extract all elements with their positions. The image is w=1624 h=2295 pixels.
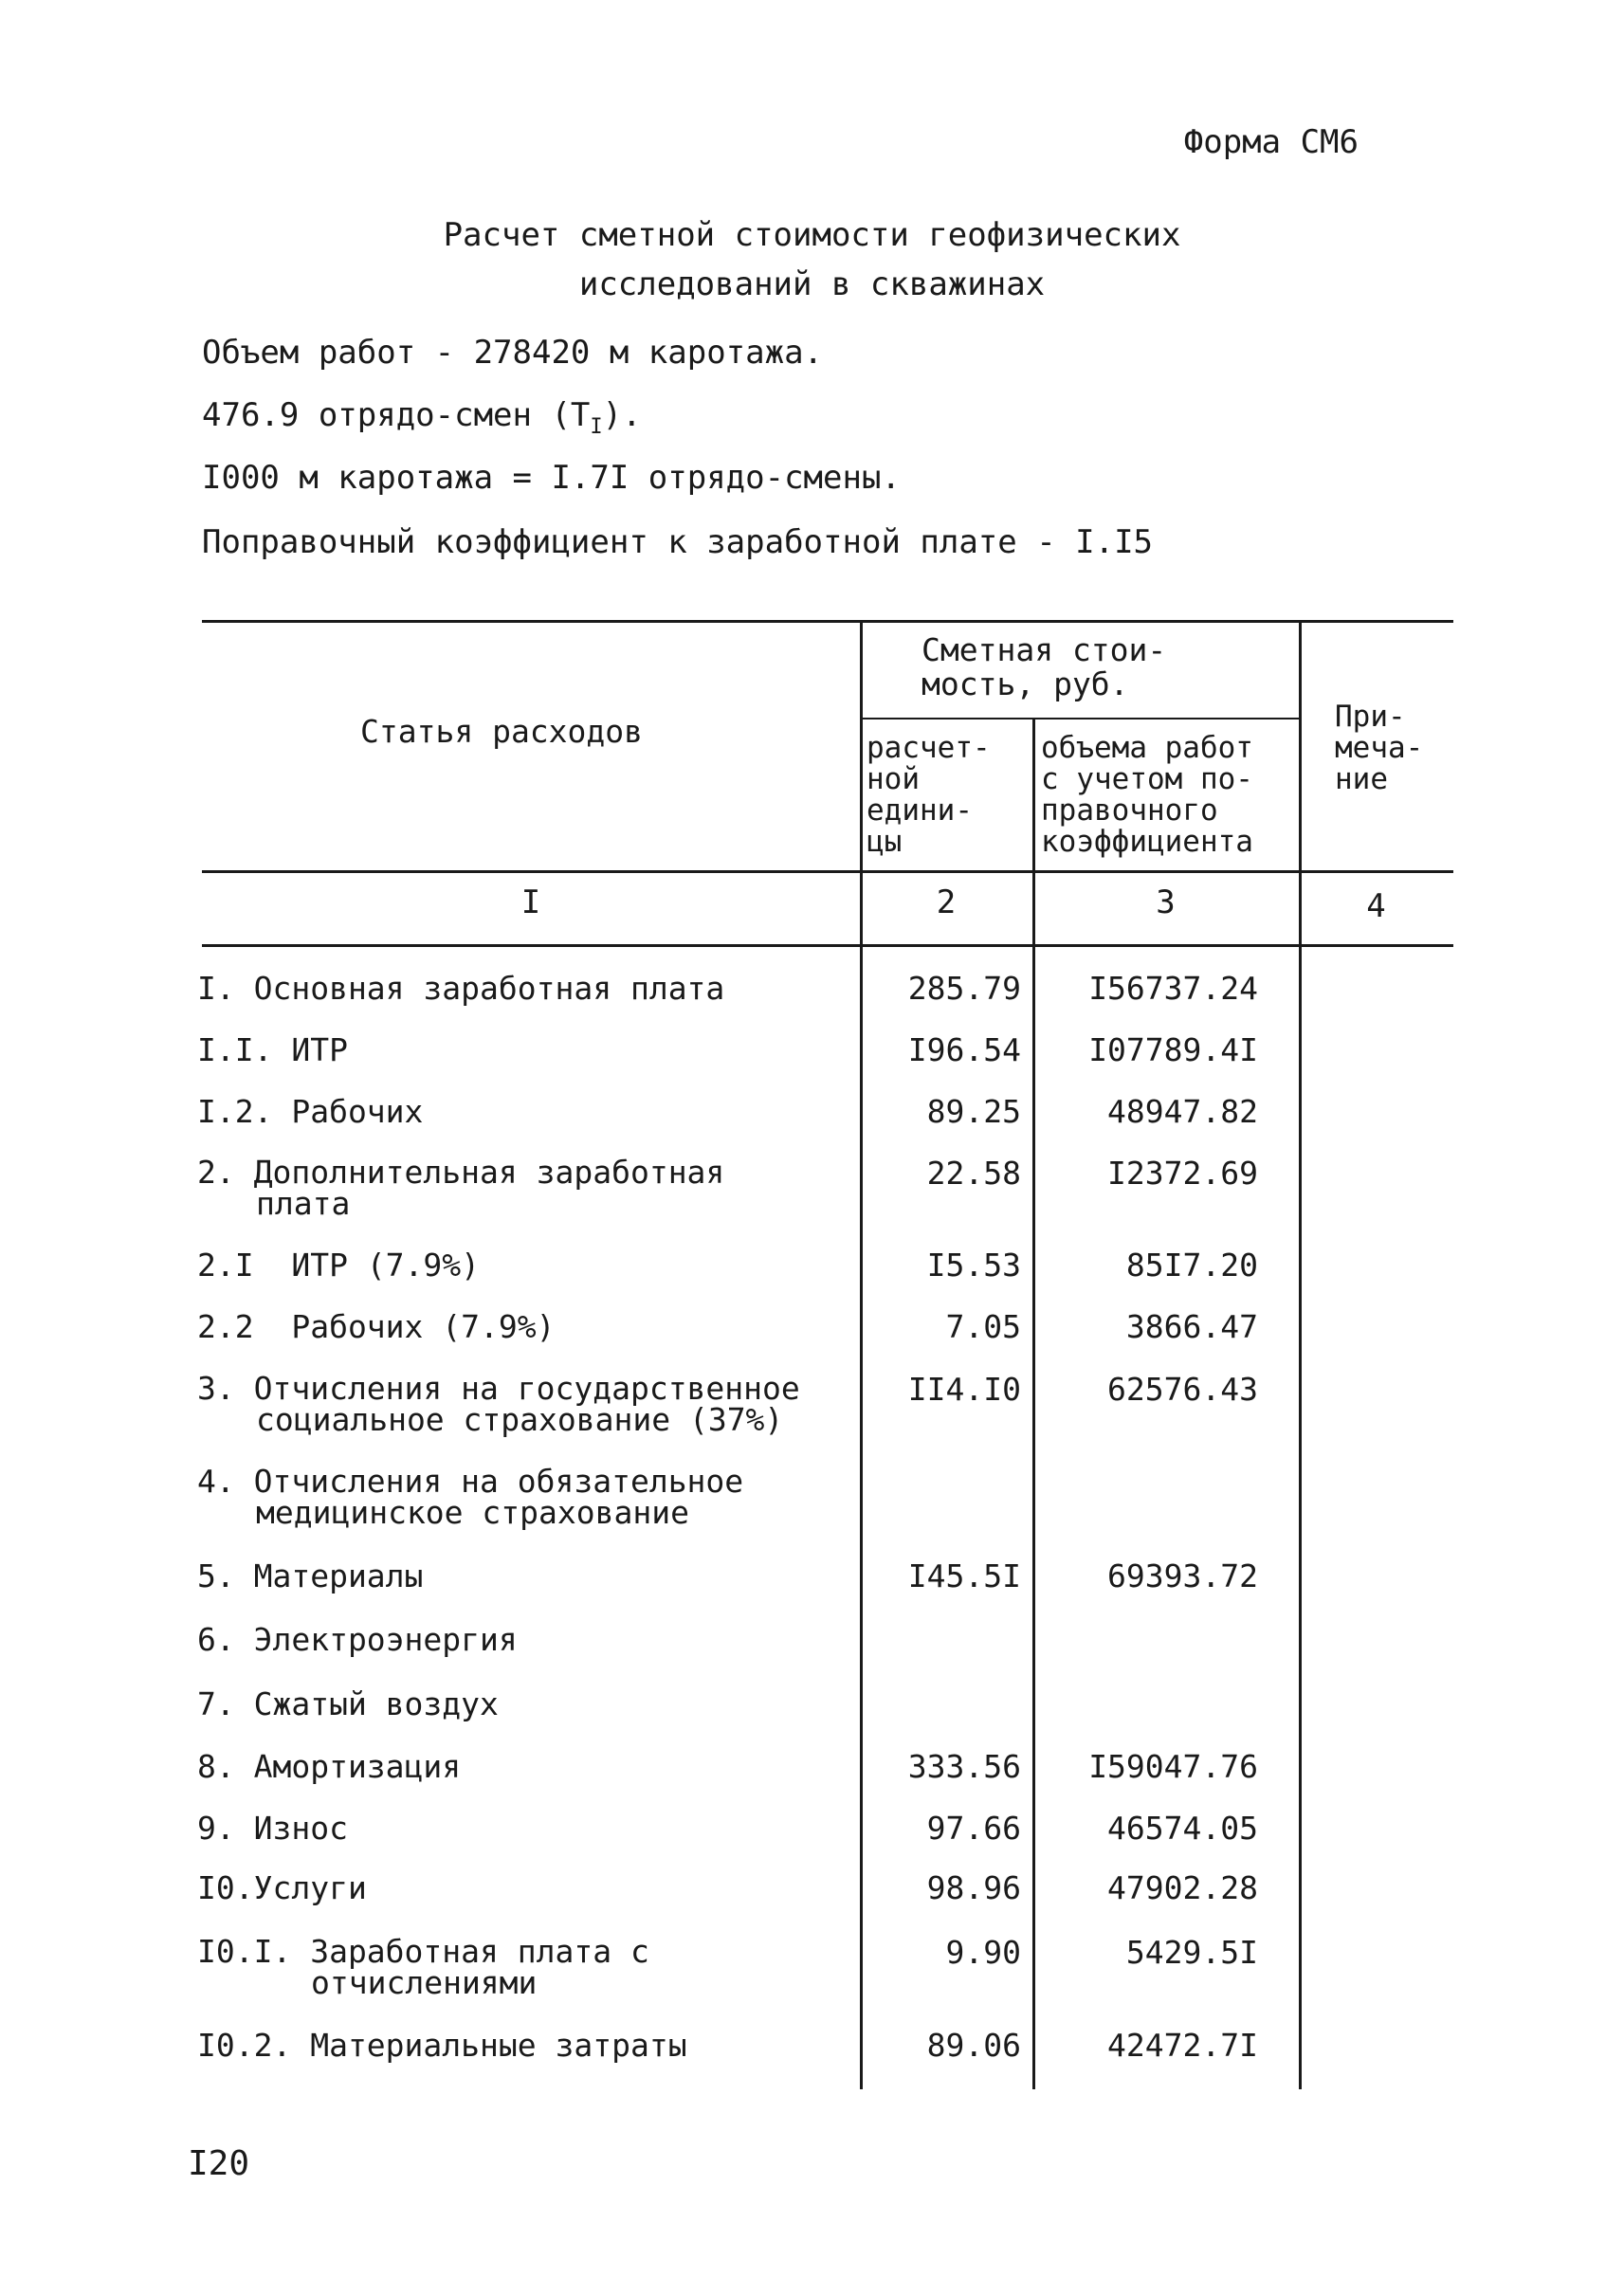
header-article: Статья расходов	[360, 713, 644, 750]
correction-coefficient-line: Поправочный коэффициент к заработной плате - I.I5	[202, 523, 1154, 561]
row-unit-cost: 7.05	[945, 1308, 1021, 1345]
column-number-2: 2	[936, 883, 957, 921]
title-line-1: Расчет сметной стоимости геофизических	[443, 216, 1181, 254]
title-line-2: исследований в скважинах	[578, 265, 1046, 303]
row-article: 5. Материалы	[197, 1557, 424, 1594]
crew-shifts-end: ).	[602, 396, 642, 434]
header-volume-line-3: правочного	[1041, 793, 1218, 828]
row-volume-cost: 47902.28	[1107, 1869, 1258, 1906]
row-volume-cost: 42472.7I	[1107, 2027, 1258, 2064]
header-cost-group-line-2: мость, руб.	[921, 665, 1129, 702]
header-note-line-1: При-	[1335, 700, 1406, 734]
row-article: 2.I ИТР (7.9%)	[197, 1247, 481, 1284]
row-volume-cost: 46574.05	[1107, 1810, 1258, 1847]
row-volume-cost: 3866.47	[1125, 1308, 1258, 1345]
header-note-line-3: ние	[1335, 762, 1388, 796]
row-article: 6. Электроэнергия	[197, 1621, 518, 1658]
row-unit-cost: I96.54	[907, 1031, 1021, 1068]
row-article: I. Основная заработная плата	[197, 970, 725, 1007]
row-unit-cost: 89.06	[926, 2027, 1021, 2064]
header-note-line-2: меча-	[1335, 731, 1424, 765]
column-divider-3	[1299, 622, 1302, 2089]
row-unit-cost: 89.25	[926, 1093, 1021, 1130]
column-number-4: 4	[1366, 887, 1386, 925]
row-unit-cost: 285.79	[907, 970, 1021, 1007]
header-volume-cost	[1041, 733, 1253, 858]
row-volume-cost: 5429.5I	[1125, 1934, 1258, 1971]
row-article: I.2. Рабочих	[197, 1093, 424, 1130]
header-unit-line-4: цы	[867, 825, 903, 859]
header-cost-group	[921, 633, 1166, 701]
row-volume-cost: I56737.24	[1088, 970, 1258, 1007]
row-unit-cost: 97.66	[926, 1810, 1021, 1847]
header-unit-line-1: расчет-	[867, 731, 991, 765]
row-volume-cost: 62576.43	[1107, 1371, 1258, 1408]
row-volume-cost: I59047.76	[1088, 1748, 1258, 1785]
document-title	[0, 216, 1624, 315]
row-volume-cost: 69393.72	[1107, 1557, 1258, 1594]
row-volume-cost: 85I7.20	[1125, 1247, 1258, 1284]
header-note	[1335, 701, 1423, 795]
row-unit-cost: I5.53	[926, 1247, 1021, 1284]
column-number-rule	[202, 944, 1453, 947]
row-unit-cost: 22.58	[926, 1155, 1021, 1192]
header-volume-line-2: с учетом по-	[1041, 762, 1253, 796]
row-unit-cost: II4.I0	[907, 1371, 1021, 1408]
row-article: I.I. ИТР	[197, 1031, 348, 1068]
header-cost-group-line-1: Сметная стои-	[921, 631, 1167, 668]
row-unit-cost: I45.5I	[907, 1557, 1021, 1594]
header-volume-line-4: коэффициента	[1041, 825, 1253, 859]
row-article: 3. Отчисления на государственное социальное страхование (37%)	[197, 1370, 800, 1438]
row-volume-cost: I07789.4I	[1088, 1031, 1258, 1068]
crew-shifts-line	[202, 396, 642, 446]
row-article: I0.2. Материальные затраты	[197, 2027, 687, 2064]
form-label: Форма СМ6	[1183, 123, 1359, 161]
table-top-rule	[202, 620, 1453, 623]
row-article: 2. Дополнительная заработная плата	[197, 1154, 725, 1222]
row-volume-cost: I2372.69	[1107, 1155, 1258, 1192]
row-article: 7. Сжатый воздух	[197, 1685, 499, 1722]
row-article: I0.I. Заработная плата с отчислениями	[197, 1933, 649, 2001]
column-number-1: I	[520, 883, 541, 921]
crew-shifts-subscript: I	[590, 415, 603, 439]
row-article: 4. Отчисления на обязательное медицинское страхование	[197, 1463, 744, 1531]
row-unit-cost: 333.56	[907, 1748, 1021, 1785]
page-number: I20	[188, 2144, 250, 2183]
header-bottom-rule	[202, 870, 1453, 873]
row-article: 8. Амортизация	[197, 1748, 462, 1785]
header-unit-cost	[867, 733, 991, 858]
header-unit-line-3: едини-	[867, 793, 973, 828]
row-article: 9. Износ	[197, 1810, 348, 1847]
cost-group-rule	[860, 718, 1299, 719]
column-divider-1	[860, 622, 863, 2089]
column-number-3: 3	[1156, 883, 1176, 921]
header-volume-line-1: объема работ	[1041, 731, 1253, 765]
row-unit-cost: 98.96	[926, 1869, 1021, 1906]
row-unit-cost: 9.90	[945, 1934, 1021, 1971]
row-volume-cost: 48947.82	[1107, 1093, 1258, 1130]
row-article: I0.Услуги	[197, 1869, 367, 1906]
logging-ratio-line: I000 м каротажа = I.7I отрядо-смены.	[202, 459, 901, 497]
row-article: 2.2 Рабочих (7.9%)	[197, 1308, 556, 1345]
work-volume-line: Объем работ - 278420 м каротажа.	[202, 334, 824, 372]
header-unit-line-2: ной	[867, 762, 920, 796]
crew-shifts-text: 476.9 отрядо-смен (T	[202, 396, 591, 434]
column-divider-2	[1032, 719, 1035, 2089]
